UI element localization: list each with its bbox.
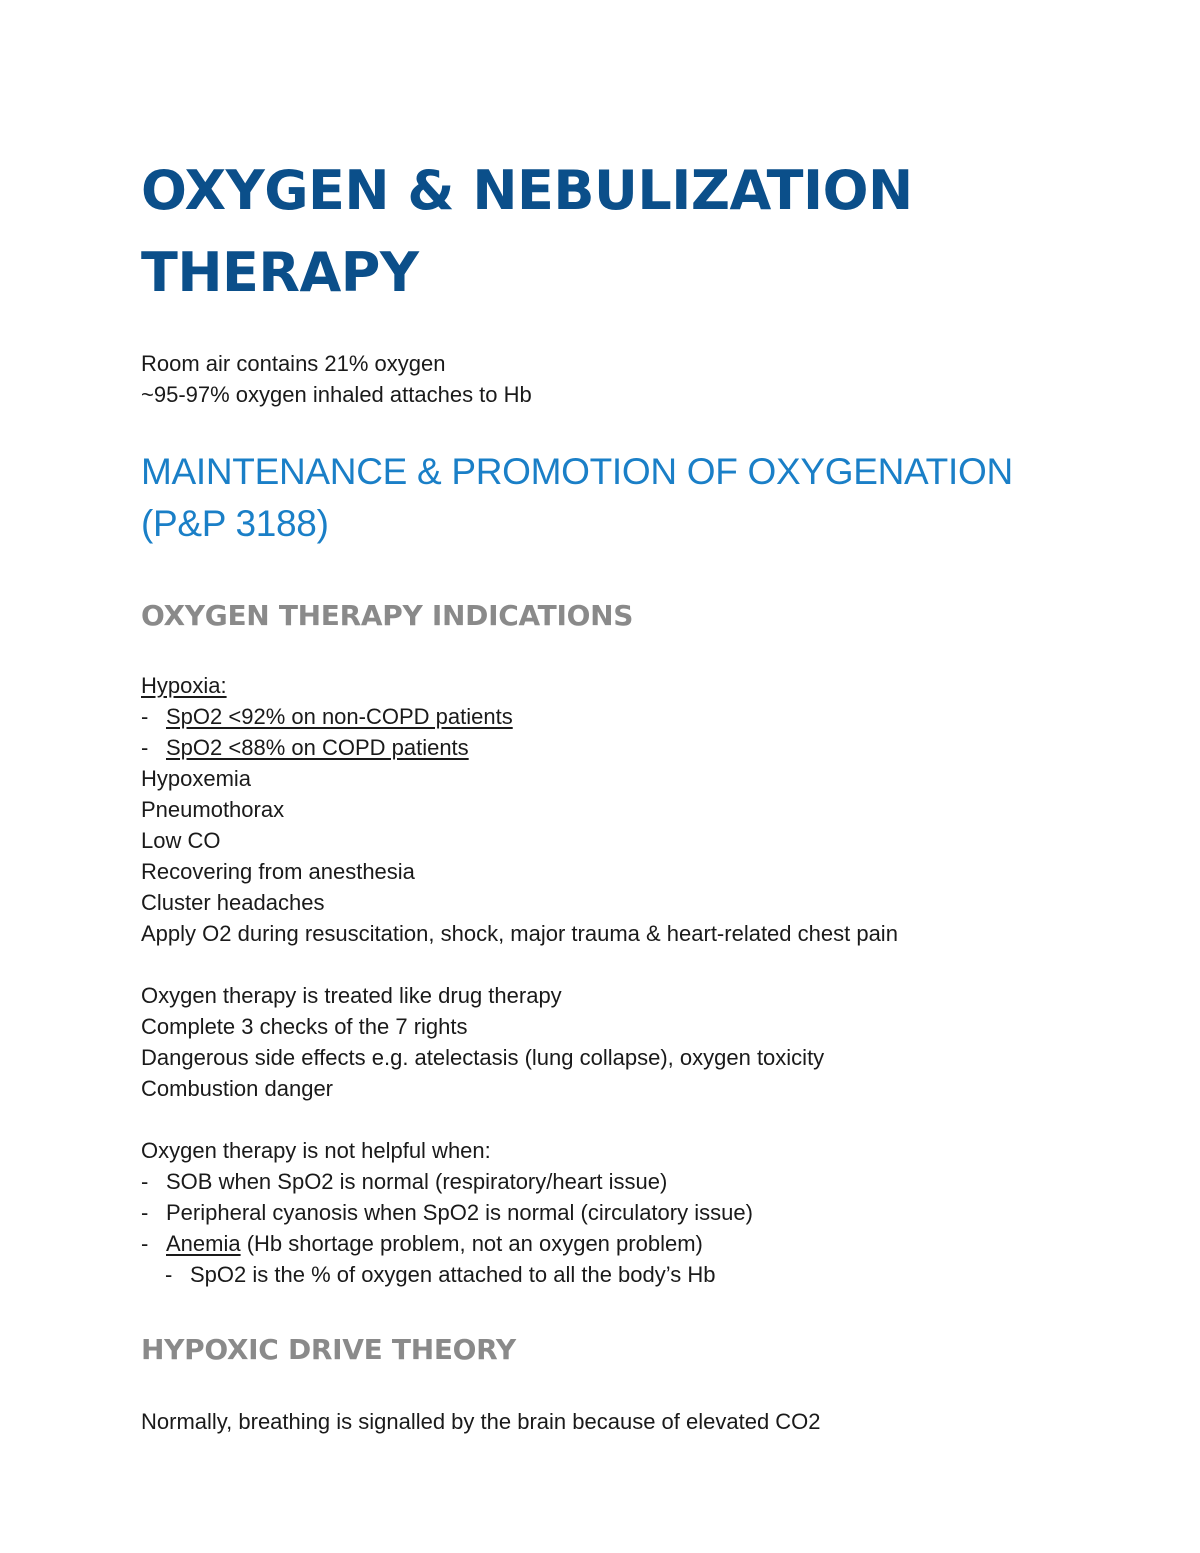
bullet-dash: -: [141, 1231, 149, 1256]
list-item: Low CO: [141, 828, 221, 853]
subheading-hypoxic-drive: HYPOXIC DRIVE THEORY: [141, 1333, 516, 1366]
title-line-2: THERAPY: [141, 241, 419, 304]
subheading-indications: OXYGEN THERAPY INDICATIONS: [141, 599, 634, 632]
paragraph-line: Dangerous side effects e.g. atelectasis (lung collapse), oxygen toxicity: [141, 1045, 825, 1070]
section-heading-oxygenation: [141, 446, 1101, 550]
list-item: Cluster headaches: [141, 890, 325, 915]
list-item-text: SOB when SpO2 is normal (respiratory/heart issue): [166, 1169, 668, 1194]
paragraph-line: Normally, breathing is signalled by the brain because of elevated CO2: [141, 1409, 821, 1434]
bullet-dash: -: [141, 735, 149, 760]
document-title: [141, 150, 1101, 314]
list-item: [141, 1228, 1101, 1259]
paragraph-line: Combustion danger: [141, 1076, 334, 1101]
list-item: [141, 1197, 1101, 1228]
intro-line: ~95-97% oxygen inhaled attaches to Hb: [141, 382, 532, 407]
bullet-dash: -: [141, 1169, 149, 1194]
bullet-dash: -: [141, 704, 149, 729]
list-item-text: Peripheral cyanosis when SpO2 is normal (circulatory issue): [166, 1200, 753, 1225]
intro-line: Room air contains 21% oxygen: [141, 351, 446, 376]
section-heading-line-1: MAINTENANCE & PROMOTION OF OXYGENATION: [141, 451, 1013, 492]
paragraph-line: Oxygen therapy is not helpful when:: [141, 1138, 491, 1163]
list-item-text: [166, 1228, 703, 1259]
list-item: Pneumothorax: [141, 797, 285, 822]
paragraph-line: Complete 3 checks of the 7 rights: [141, 1014, 468, 1039]
list-item: Hypoxemia: [141, 766, 252, 791]
not-helpful-block: [141, 1135, 1101, 1290]
hypoxia-label-text: Hypoxia:: [141, 673, 227, 698]
paragraph-line: Oxygen therapy is treated like drug therapy: [141, 983, 562, 1008]
indications-list: [141, 670, 1101, 949]
list-item: [141, 732, 1101, 763]
list-item: [141, 701, 1101, 732]
list-item: [141, 1166, 1101, 1197]
list-item: [141, 1259, 1101, 1290]
anemia-description: (Hb shortage problem, not an oxygen problem): [240, 1231, 703, 1256]
list-item-text: SpO2 <92% on non-COPD patients: [166, 704, 513, 729]
list-item: Apply O2 during resuscitation, shock, major trauma & heart-related chest pain: [141, 921, 898, 946]
bullet-dash: -: [141, 1200, 149, 1225]
bullet-dash: -: [165, 1262, 173, 1287]
drug-therapy-block: [141, 980, 1101, 1104]
document-page: [141, 150, 1101, 1437]
section-heading-line-2: (P&P 3188): [141, 503, 329, 544]
intro-block: [141, 348, 1101, 410]
list-item: Recovering from anesthesia: [141, 859, 415, 884]
title-line-1: OXYGEN & NEBULIZATION: [141, 159, 913, 222]
hypoxia-label: [141, 670, 1101, 701]
anemia-term: Anemia: [166, 1231, 241, 1256]
list-item-text: SpO2 is the % of oxygen attached to all the body’s Hb: [190, 1262, 716, 1287]
list-item-text: SpO2 <88% on COPD patients: [166, 735, 469, 760]
